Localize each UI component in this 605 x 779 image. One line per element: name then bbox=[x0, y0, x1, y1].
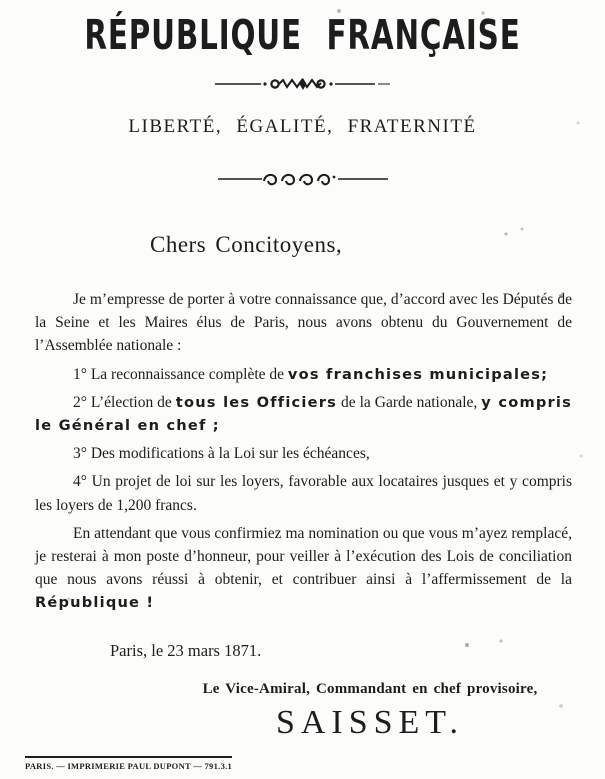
signature-block bbox=[175, 681, 565, 742]
intro-paragraph: Je m’empresse de porter à votre connaissance que, d’accord avec les Députés de la Seine et les Maires élus de Paris, nous avons obtenu du Gouvernement de l’Assemblée nationale : bbox=[35, 291, 572, 355]
printer-imprint: PARIS. — IMPRIMERIE PAUL DUPONT — 791.3.1 bbox=[25, 756, 232, 771]
item-2-text-b: de la Garde nationale, bbox=[336, 393, 482, 411]
top-divider bbox=[0, 76, 605, 92]
item-2-bold-b: y compris le Général en chef ; bbox=[35, 393, 572, 435]
wavy-rule-ornament-icon bbox=[215, 76, 390, 92]
closing-text: En attendant que vous confirmiez ma nomination ou que vous m’ayez remplacé, je resterai à mon poste d’honneur, pour veiller à l’exécution des Lois de conciliation que nous avons réussi à obtenir, et contribuer ainsi à l’affermissement de la bbox=[35, 524, 572, 589]
closing-emphasis: République ! bbox=[35, 594, 155, 612]
list-item-2 bbox=[35, 391, 572, 437]
motto: LIBERTÉ, ÉGALITÉ, FRATERNITÉ bbox=[128, 116, 477, 137]
list-item-1 bbox=[35, 363, 572, 386]
signature-name: SAISSET. bbox=[275, 703, 465, 741]
list-item-3: 3° Des modifications à la Loi sur les échéances, bbox=[73, 445, 370, 463]
page-title: RÉPUBLIQUE FRANÇAISE bbox=[84, 12, 521, 60]
item-1-bold: vos franchises municipales; bbox=[287, 365, 549, 383]
list-item-4: 4° Un projet de loi sur les loyers, favorable aux locataires jusques et y compris les loyers de 1,200 francs. bbox=[35, 473, 572, 514]
item-2-bold-a: tous les Officiers bbox=[175, 393, 337, 411]
signature-role: Le Vice-Amiral, Commandant en chef provisoire, bbox=[202, 680, 538, 697]
item-1-text: 1° La reconnaissance complète de bbox=[73, 365, 288, 383]
scroll-rule-ornament-icon bbox=[218, 170, 388, 186]
dateline: Paris, le 23 mars 1871. bbox=[110, 640, 262, 660]
middle-divider bbox=[0, 170, 605, 186]
item-2-text-a: 2° L’élection de bbox=[73, 393, 176, 411]
closing-paragraph bbox=[35, 522, 572, 615]
body-text bbox=[35, 288, 572, 615]
salutation: Chers Concitoyens, bbox=[150, 232, 343, 257]
